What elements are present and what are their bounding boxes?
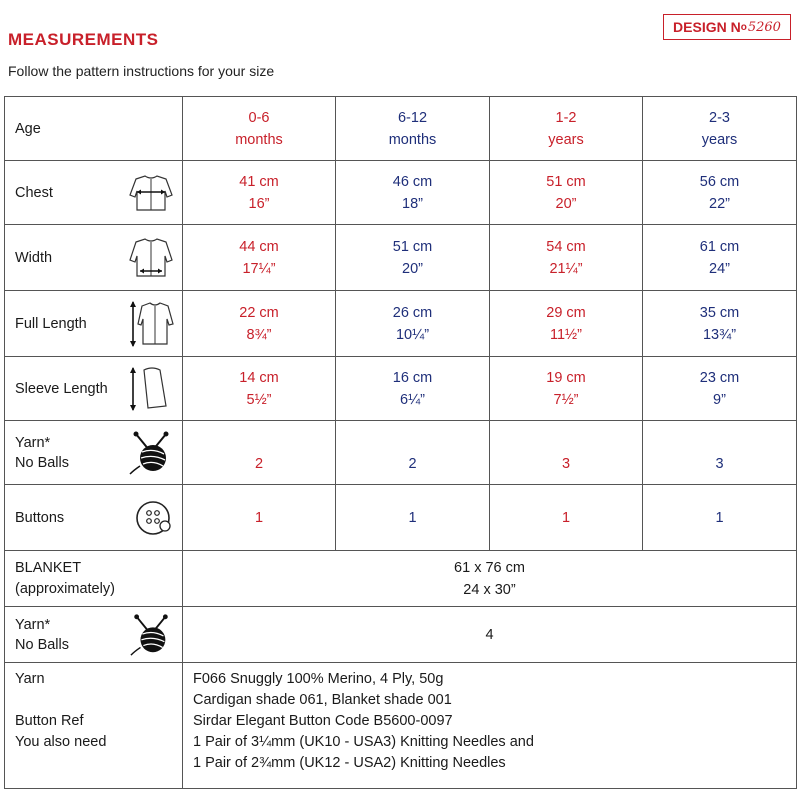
info-yarn-line2: Cardigan shade 061, Blanket shade 001: [193, 692, 452, 708]
width-value-2: 54 cm 21¼”: [490, 225, 643, 291]
full-length-row: [5, 291, 797, 357]
sleeve-length-row: [5, 357, 797, 421]
yarn-value-3: 3: [643, 421, 797, 485]
design-number: 5260: [747, 19, 781, 35]
size-header-1: 6-12 months: [336, 97, 490, 161]
yarn-value-0: 2: [183, 421, 336, 485]
full-length-label: Full Length: [5, 291, 183, 357]
chest-label: Chest: [5, 161, 183, 225]
info-labels: [5, 663, 183, 789]
info-yarn-line1: F066 Snuggly 100% Merino, 4 Ply, 50g: [193, 671, 444, 687]
chest-value-3: 56 cm 22”: [643, 161, 797, 225]
width-value-1: 51 cm 20”: [336, 225, 490, 291]
info-values: [183, 663, 797, 789]
blanket-yarn-value: 4: [183, 607, 797, 663]
full-length-value-1: 26 cm 10¼”: [336, 291, 490, 357]
button-icon: [134, 498, 174, 538]
buttons-value-0: 1: [183, 485, 336, 551]
buttons-value-2: 1: [490, 485, 643, 551]
width-row: [5, 225, 797, 291]
sleeve-length-value-1: 16 cm 6¼”: [336, 357, 490, 421]
sleeve-length-value-0: 14 cm 5½”: [183, 357, 336, 421]
measurements-table: [4, 96, 797, 789]
buttons-value-1: 1: [336, 485, 490, 551]
info-button-line: Sirdar Elegant Button Code B5600-0097: [193, 713, 453, 729]
blanket-row: [5, 551, 797, 607]
full-length-value-0: 22 cm 8¾”: [183, 291, 336, 357]
cardigan-length-icon: [128, 298, 174, 350]
info-row: [5, 663, 797, 789]
sleeve-length-label: Sleeve Length: [5, 357, 183, 421]
full-length-value-2: 29 cm 11½”: [490, 291, 643, 357]
info-also-need-label: You also need: [15, 734, 107, 750]
width-value-0: 44 cm 17¼”: [183, 225, 336, 291]
yarn-value-1: 2: [336, 421, 490, 485]
width-label: Width: [5, 225, 183, 291]
info-button-ref-label: Button Ref: [15, 713, 84, 729]
sleeve-length-icon: [128, 364, 174, 414]
info-yarn-label: Yarn: [15, 671, 45, 687]
sleeve-length-value-3: 23 cm 9”: [643, 357, 797, 421]
page-subtitle: Follow the pattern instructions for your size: [8, 63, 275, 79]
yarn-label: Yarn* No Balls: [5, 421, 183, 485]
yarn-ball-icon: [128, 430, 174, 476]
age-label: Age: [5, 97, 183, 161]
size-header-2: 1-2 years: [490, 97, 643, 161]
design-number-badge: [663, 14, 791, 40]
full-length-value-3: 35 cm 13¾”: [643, 291, 797, 357]
yarn-value-2: 3: [490, 421, 643, 485]
buttons-row: [5, 485, 797, 551]
chest-value-2: 51 cm 20”: [490, 161, 643, 225]
age-row: [5, 97, 797, 161]
blanket-label: BLANKET (approximately): [5, 551, 183, 607]
yarn-row: [5, 421, 797, 485]
blanket-yarn-label: Yarn* No Balls: [5, 607, 183, 663]
chest-value-1: 46 cm 18”: [336, 161, 490, 225]
buttons-label: Buttons: [5, 485, 183, 551]
chest-value-0: 41 cm 16”: [183, 161, 336, 225]
cardigan-width-icon: [128, 236, 174, 280]
design-sup: o: [740, 21, 747, 33]
size-header-3: 2-3 years: [643, 97, 797, 161]
sleeve-length-value-2: 19 cm 7½”: [490, 357, 643, 421]
info-need-line2: 1 Pair of 2¾mm (UK12 - USA2) Knitting Needles: [193, 755, 506, 771]
yarn-ball-icon: [128, 613, 174, 657]
cardigan-chest-icon: [128, 173, 174, 213]
blanket-value: 61 x 76 cm 24 x 30”: [183, 551, 797, 607]
info-need-line1: 1 Pair of 3¼mm (UK10 - USA3) Knitting Needles and: [193, 734, 534, 750]
width-value-3: 61 cm 24”: [643, 225, 797, 291]
size-header-0: 0-6 months: [183, 97, 336, 161]
design-label: DESIGN N: [673, 19, 741, 35]
blanket-yarn-row: [5, 607, 797, 663]
chest-row: [5, 161, 797, 225]
buttons-value-3: 1: [643, 485, 797, 551]
page-title: MEASUREMENTS: [8, 30, 159, 49]
